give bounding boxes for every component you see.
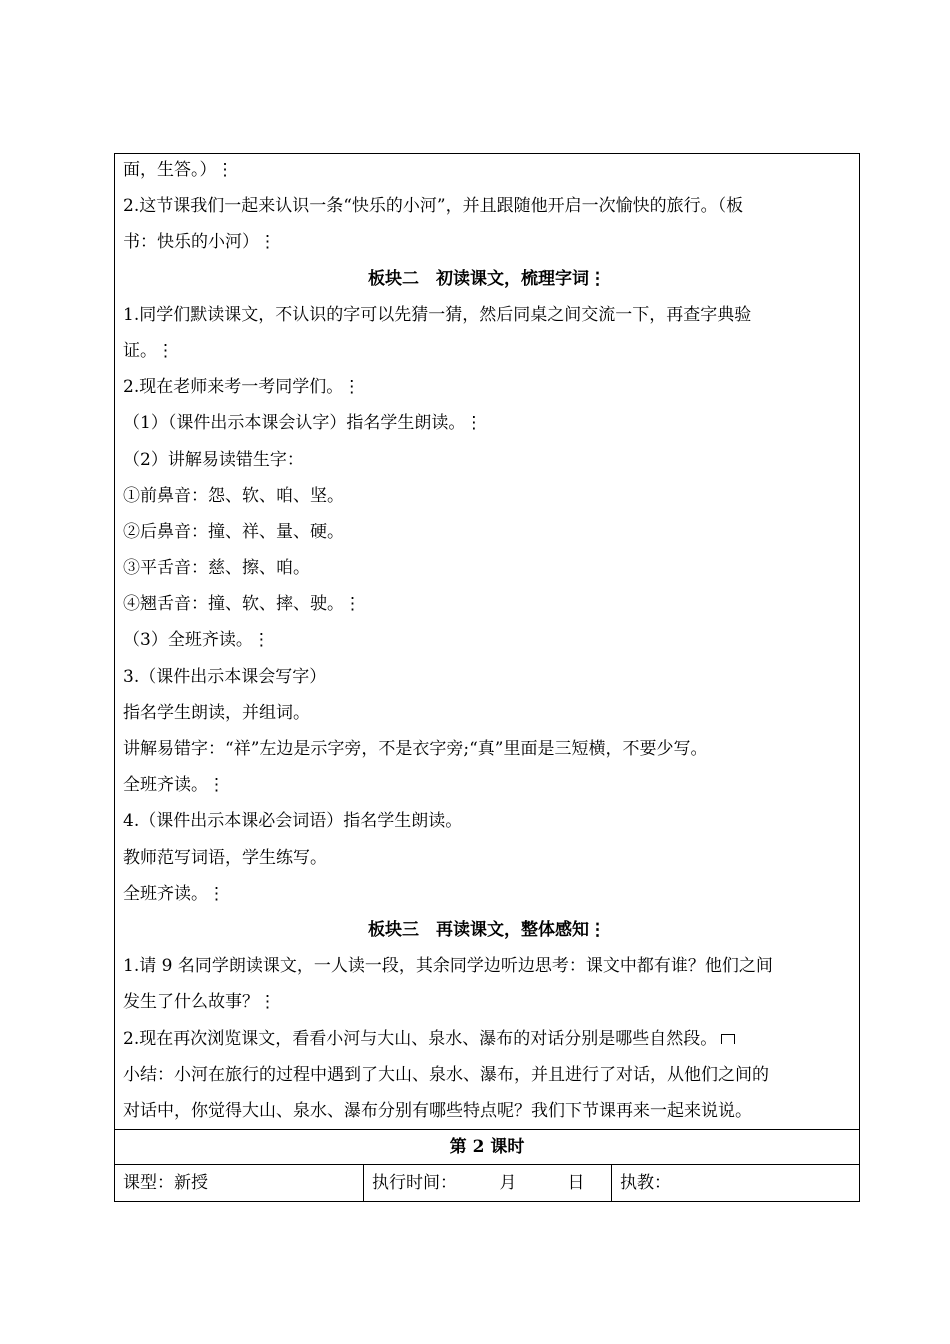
section-heading: 板块二 初读课文，梳理字词⋮: [368, 268, 606, 289]
teacher: 执教：: [611, 1165, 859, 1201]
text-line: 书：快乐的小河）⋮: [123, 232, 276, 253]
lesson-title: 第 2 课时: [114, 1129, 860, 1165]
text-line: 1.请 9 名同学朗读课文，一人读一段，其余同学边听边思考：课文中都有谁？他们之间: [123, 956, 773, 977]
text-line: 2.现在老师来考一考同学们。⋮: [123, 377, 361, 398]
execution-time: 执行时间： 月 日: [363, 1165, 611, 1201]
text-line: ④翘舌音：撞、软、摔、驶。⋮: [123, 594, 361, 615]
text-line: 对话中，你觉得大山、泉水、瀑布分别有哪些特点呢？我们下节课再来一起来说说。: [123, 1100, 752, 1121]
text-line: 发生了什么故事？⋮: [123, 992, 276, 1013]
text-line: 全班齐读。⋮: [123, 883, 225, 904]
corner-mark-icon: [721, 1034, 735, 1044]
lesson-info-row: [114, 1165, 860, 1202]
text-line-with-mark: [123, 1021, 851, 1057]
text-line: 面，生答。）⋮: [123, 160, 234, 180]
text-line: 3.（课件出示本课会写字）: [123, 666, 327, 687]
text-line: 小结：小河在旅行的过程中遇到了大山、泉水、瀑布，并且进行了对话，从他们之间的: [123, 1064, 769, 1085]
text-line: （1）（课件出示本课会认字）指名学生朗读。⋮: [123, 413, 483, 434]
text-line: （2）讲解易读错生字：: [123, 449, 304, 470]
text-line: 1.同学们默读课文，不认识的字可以先猜一猜，然后同桌之间交流一下，再查字典验: [123, 304, 752, 325]
text-line: 全班齐读。⋮: [123, 775, 225, 796]
text-line: 4.（课件出示本课必会词语）指名学生朗读。: [123, 811, 463, 832]
text-line: 教师范写词语，学生练写。: [123, 847, 327, 868]
text-line: 2.这节课我们一起来认识一条“快乐的小河”，并且跟随他开启一次愉快的旅行。（板: [123, 196, 744, 217]
text-line: 指名学生朗读，并组词。: [123, 702, 310, 723]
text-line: 讲解易错字：“祥”左边是示字旁，不是衣字旁;“真”里面是三短横，不要少写。: [123, 739, 708, 759]
text-line: ②后鼻音：撞、祥、量、硬。: [123, 521, 344, 542]
lesson-content-cell: [114, 153, 860, 1129]
section-heading: 板块三 再读课文，整体感知⋮: [368, 919, 606, 940]
text-line: （3）全班齐读。⋮: [123, 630, 270, 651]
text-line: 2.现在再次浏览课文，看看小河与大山、泉水、瀑布的对话分别是哪些自然段。: [123, 1028, 718, 1049]
text-line: ③平舌音：慈、擦、咱。: [123, 558, 310, 579]
text-line: ①前鼻音：怨、软、咱、坚。: [123, 485, 344, 506]
text-line: 证。⋮: [123, 340, 174, 361]
lesson-type: 课型：新授: [123, 1173, 208, 1194]
lesson-plan-sheet: [114, 153, 860, 1202]
